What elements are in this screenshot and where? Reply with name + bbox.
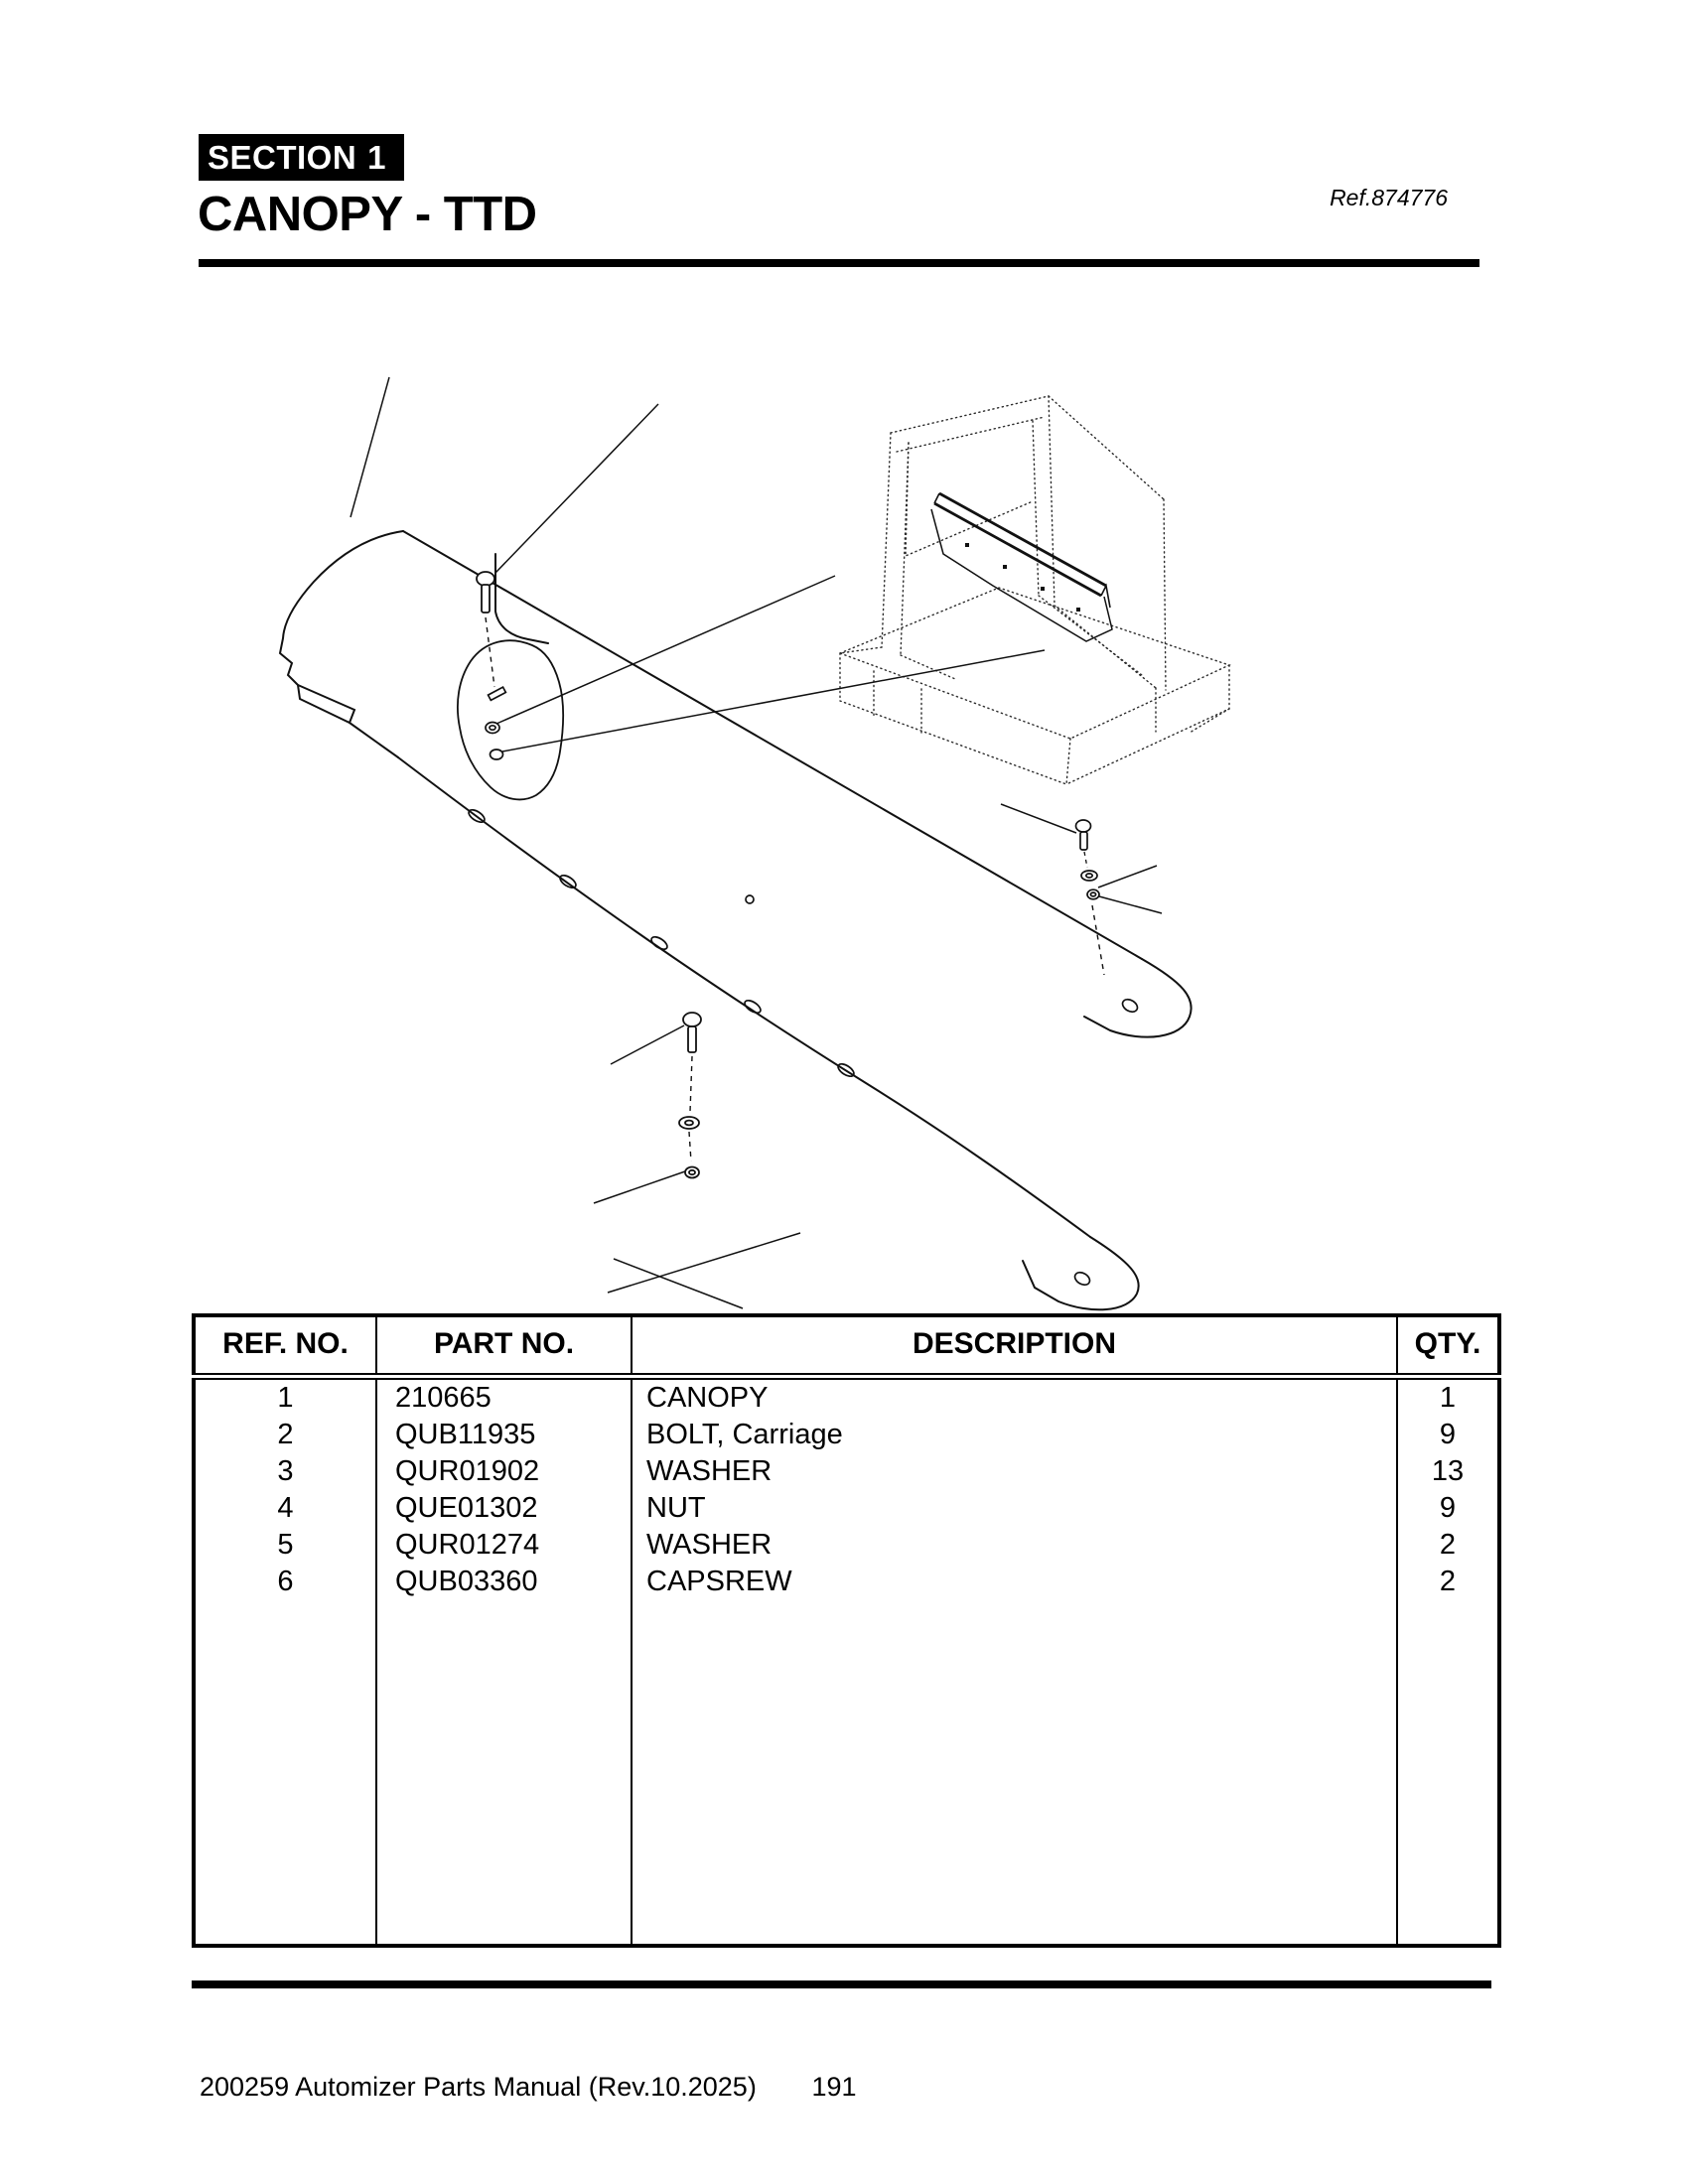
cell-qty: [1397, 1600, 1499, 1946]
cell-qty: 13: [1397, 1453, 1499, 1490]
table-row: [194, 1527, 1499, 1564]
carriage-bolt-icon: [477, 572, 494, 687]
cell-ref-no: 1: [277, 1382, 294, 1414]
page-number: 191: [811, 2072, 857, 2102]
section-label: SECTION: [208, 138, 357, 176]
table-header-row: [194, 1315, 1499, 1377]
table-row: [194, 1564, 1499, 1600]
cell-description: NUT: [632, 1490, 1397, 1527]
panel-holes: [467, 687, 1140, 1288]
cell-part-no: QUB11935: [376, 1417, 632, 1453]
section-badge: [199, 134, 404, 181]
footer-text: 200259 Automizer Parts Manual (Rev.10.2025): [200, 2072, 757, 2102]
cell-part-no: [376, 1600, 632, 1946]
cell-ref-no: 3: [277, 1455, 294, 1487]
parts-table: [192, 1313, 1501, 1948]
header-part-no: PART NO.: [376, 1315, 632, 1377]
right-bolt-stack-icon: [1076, 820, 1105, 975]
table-filler-row: [194, 1600, 1499, 1946]
cell-qty: 9: [1397, 1417, 1499, 1453]
cell-qty: 9: [1397, 1490, 1499, 1527]
cell-qty: 1: [1397, 1377, 1499, 1418]
cell-description: BOLT, Carriage: [632, 1417, 1397, 1453]
canopy-panel-drawing: [280, 531, 1192, 1309]
phantom-canopy-highlight: [931, 493, 1112, 641]
cell-ref-no: 6: [277, 1566, 294, 1597]
cell-qty: 2: [1397, 1564, 1499, 1600]
cell-ref-no: 4: [277, 1492, 294, 1524]
washer-icon: [486, 723, 503, 760]
cell-ref-no: [194, 1600, 376, 1946]
cell-ref-no: 2: [277, 1419, 294, 1450]
cell-description: CANOPY: [632, 1377, 1397, 1418]
table-row: [194, 1417, 1499, 1453]
section-number: 1: [367, 138, 386, 176]
cell-part-no: 210665: [376, 1377, 632, 1418]
title-rule: [199, 259, 1479, 267]
bottom-bolt-stack-icon: [679, 1013, 701, 1178]
cell-part-no: QUR01274: [376, 1527, 632, 1564]
cell-part-no: QUR01902: [376, 1453, 632, 1490]
table-row: [194, 1453, 1499, 1490]
cell-description: WASHER: [632, 1453, 1397, 1490]
page-title: CANOPY - TTD: [198, 188, 537, 241]
footer-rule: [192, 1980, 1491, 1988]
phantom-machine-view: [840, 396, 1229, 784]
cell-description: CAPSREW: [632, 1564, 1397, 1600]
header-qty: QTY.: [1397, 1315, 1499, 1377]
cell-qty: 2: [1397, 1527, 1499, 1564]
header-description: DESCRIPTION: [632, 1315, 1397, 1377]
cell-part-no: QUB03360: [376, 1564, 632, 1600]
cell-part-no: QUE01302: [376, 1490, 632, 1527]
parts-table-body: [194, 1377, 1499, 1947]
cell-description: [632, 1600, 1397, 1946]
table-row: [194, 1490, 1499, 1527]
cell-ref-no: 5: [277, 1529, 294, 1561]
table-row: [194, 1377, 1499, 1418]
parts-diagram: [169, 268, 1519, 1320]
header-ref-no: REF. NO.: [194, 1315, 376, 1377]
leader-lines: [351, 377, 1162, 1308]
cell-description: WASHER: [632, 1527, 1397, 1564]
ref-number: Ref.874776: [1330, 185, 1448, 210]
